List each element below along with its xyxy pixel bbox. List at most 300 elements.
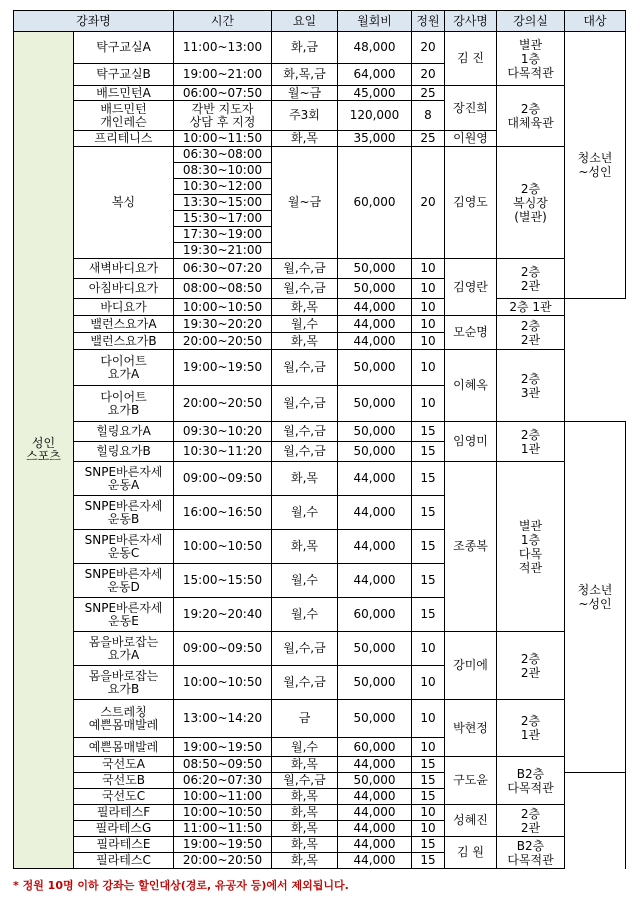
room-cell-line: 적관 bbox=[518, 560, 543, 575]
instructor-cell: 강미에 bbox=[445, 632, 497, 700]
time-cell bbox=[174, 837, 272, 853]
capacity-cell: 10 bbox=[412, 632, 445, 666]
time-cell bbox=[174, 86, 272, 101]
table-row bbox=[14, 350, 626, 386]
instructor-cell: 이원영 bbox=[445, 131, 497, 147]
time-cell-line: 10:00~11:50 bbox=[182, 131, 263, 145]
course-name-cell-line: 몸을바로잡는 bbox=[88, 668, 159, 683]
day-cell: 월,수,금 bbox=[272, 422, 338, 442]
fee-cell: 50,000 bbox=[338, 259, 412, 279]
time-cell-line: 13:30~15:00 bbox=[182, 195, 263, 209]
time-cell bbox=[174, 131, 272, 147]
course-name-cell bbox=[74, 821, 174, 837]
fee-cell: 44,000 bbox=[338, 757, 412, 773]
fee-cell: 120,000 bbox=[338, 101, 412, 131]
room-cell-line: 별관 bbox=[518, 37, 543, 52]
time-cell-line: 10:00~10:50 bbox=[182, 675, 263, 689]
time-cell-line: 10:00~10:50 bbox=[182, 805, 263, 819]
room-cell-line: 별관 bbox=[518, 518, 543, 533]
capacity-cell: 10 bbox=[412, 350, 445, 386]
time-cell-line: 09:00~09:50 bbox=[182, 471, 263, 485]
day-cell: 화,목 bbox=[272, 853, 338, 869]
capacity-cell: 10 bbox=[412, 700, 445, 738]
capacity-cell: 25 bbox=[412, 86, 445, 101]
course-name-cell bbox=[74, 147, 174, 259]
course-name-cell-line: 운동C bbox=[107, 545, 140, 560]
time-cell-line: 10:00~10:50 bbox=[182, 299, 263, 314]
course-name-cell-line: 바디요가 bbox=[100, 299, 147, 314]
course-name-cell bbox=[74, 350, 174, 386]
schedule-table-container bbox=[13, 10, 626, 869]
room-cell-line: 2층 1관 bbox=[509, 300, 552, 314]
room-cell-line: 2층 bbox=[520, 427, 541, 442]
course-name-cell-line: 프리테니스 bbox=[94, 131, 153, 145]
table-row bbox=[14, 805, 626, 821]
capacity-cell: 20 bbox=[412, 64, 445, 86]
capacity-cell: 15 bbox=[412, 853, 445, 869]
target-cell-line: 청소년 bbox=[577, 151, 613, 165]
course-name-cell-line: 운동B bbox=[107, 511, 140, 526]
time-cell-line: 20:00~20:50 bbox=[182, 333, 263, 348]
room-cell-line: 2층 bbox=[520, 371, 541, 386]
course-name-cell-line: 아침바디요가 bbox=[88, 281, 159, 295]
day-cell: 화,목 bbox=[272, 757, 338, 773]
time-cell bbox=[174, 422, 272, 442]
room-cell bbox=[497, 316, 565, 350]
table-row bbox=[14, 632, 626, 666]
day-cell: 월,수,금 bbox=[272, 350, 338, 386]
room-cell bbox=[497, 700, 565, 757]
room-cell-line: 2층 bbox=[520, 714, 541, 728]
capacity-cell: 10 bbox=[412, 316, 445, 333]
course-name-cell-line: 밸런스요가A bbox=[90, 316, 157, 331]
time-cell-line: 19:30~21:00 bbox=[182, 243, 263, 257]
instructor-cell: 이혜옥 bbox=[445, 350, 497, 422]
course-name-cell-line: 필라테스G bbox=[95, 821, 152, 835]
time-cell-line: 19:00~19:50 bbox=[182, 837, 263, 851]
instructor-cell: 김영도 bbox=[445, 147, 497, 259]
time-cell bbox=[174, 179, 272, 195]
time-cell bbox=[174, 442, 272, 462]
target-cell-line: ~성인 bbox=[578, 165, 612, 179]
time-cell bbox=[174, 147, 272, 163]
fee-cell: 50,000 bbox=[338, 422, 412, 442]
time-cell bbox=[174, 386, 272, 422]
room-cell bbox=[497, 259, 565, 299]
course-name-cell-line: SNPE바른자세 bbox=[84, 600, 163, 615]
time-cell-line: 각반 지도자 bbox=[191, 101, 254, 116]
room-cell-line: 2층 bbox=[520, 806, 541, 821]
time-cell-line: 06:30~07:20 bbox=[182, 261, 263, 275]
time-cell-line: 10:30~11:20 bbox=[182, 444, 263, 458]
day-cell: 화,목 bbox=[272, 530, 338, 564]
course-name-cell bbox=[74, 496, 174, 530]
course-name-cell bbox=[74, 442, 174, 462]
room-cell bbox=[497, 350, 565, 422]
room-cell-line: 2층 bbox=[520, 181, 541, 196]
course-name-cell bbox=[74, 564, 174, 598]
fee-cell: 44,000 bbox=[338, 805, 412, 821]
course-name-cell bbox=[74, 279, 174, 299]
table-row bbox=[14, 299, 626, 316]
course-name-cell-line: SNPE바른자세 bbox=[84, 498, 163, 513]
course-name-cell-line: 운동E bbox=[108, 613, 139, 628]
header-capacity: 정원 bbox=[412, 11, 445, 32]
room-cell-line: 1관 bbox=[520, 728, 541, 742]
time-cell-line: 20:00~20:50 bbox=[182, 853, 263, 867]
course-name-cell-line: 필라테스C bbox=[96, 853, 151, 867]
course-name-cell-line: 힐링요가A bbox=[96, 424, 151, 438]
header-target: 대상 bbox=[565, 11, 626, 32]
course-name-cell bbox=[74, 299, 174, 316]
course-name-cell bbox=[74, 32, 174, 64]
time-cell bbox=[174, 632, 272, 666]
course-name-cell bbox=[74, 738, 174, 757]
course-name-cell bbox=[74, 386, 174, 422]
room-cell bbox=[497, 86, 565, 147]
course-name-cell-line: 스트레칭 bbox=[100, 704, 147, 719]
fee-cell: 44,000 bbox=[338, 496, 412, 530]
room-cell-line: 2층 bbox=[520, 651, 541, 666]
time-cell bbox=[174, 462, 272, 496]
day-cell: 화,금 bbox=[272, 32, 338, 64]
capacity-cell: 10 bbox=[412, 386, 445, 422]
course-name-cell-line: 새벽바디요가 bbox=[88, 261, 159, 275]
header-day: 요일 bbox=[272, 11, 338, 32]
fee-cell: 44,000 bbox=[338, 462, 412, 496]
day-cell: 월,수,금 bbox=[272, 442, 338, 462]
capacity-cell: 15 bbox=[412, 598, 445, 632]
course-name-cell bbox=[74, 598, 174, 632]
course-name-cell bbox=[74, 632, 174, 666]
table-row bbox=[14, 700, 626, 738]
room-cell-line: 3관 bbox=[520, 385, 541, 400]
time-cell-line: 13:00~14:20 bbox=[182, 711, 263, 725]
room-cell bbox=[497, 462, 565, 632]
course-name-cell bbox=[74, 700, 174, 738]
fee-cell: 44,000 bbox=[338, 564, 412, 598]
time-cell bbox=[174, 243, 272, 259]
fee-cell: 44,000 bbox=[338, 853, 412, 869]
course-name-cell bbox=[74, 422, 174, 442]
course-name-cell-line: 운동D bbox=[107, 579, 140, 594]
capacity-cell: 15 bbox=[412, 530, 445, 564]
table-row bbox=[14, 422, 626, 442]
fee-cell: 50,000 bbox=[338, 279, 412, 299]
course-name-cell-line: 국선도B bbox=[101, 773, 145, 787]
time-cell bbox=[174, 821, 272, 837]
course-name-cell bbox=[74, 666, 174, 700]
time-cell bbox=[174, 666, 272, 700]
course-name-cell-line: SNPE바른자세 bbox=[84, 566, 163, 581]
header-room: 강의실 bbox=[497, 11, 565, 32]
time-cell bbox=[174, 333, 272, 350]
fee-cell: 50,000 bbox=[338, 666, 412, 700]
room-cell bbox=[497, 32, 565, 86]
course-name-cell-line: 다이어트 bbox=[100, 353, 147, 368]
capacity-cell: 15 bbox=[412, 422, 445, 442]
time-cell bbox=[174, 259, 272, 279]
time-cell-line: 11:00~11:50 bbox=[182, 821, 263, 835]
time-cell bbox=[174, 163, 272, 179]
header-instructor: 강사명 bbox=[445, 11, 497, 32]
category-cell bbox=[14, 32, 74, 869]
day-cell: 월,수,금 bbox=[272, 259, 338, 279]
course-name-cell-line: 요가A bbox=[107, 366, 140, 381]
fee-cell: 60,000 bbox=[338, 738, 412, 757]
fee-cell: 50,000 bbox=[338, 632, 412, 666]
time-cell-line: 08:50~09:50 bbox=[182, 757, 263, 771]
room-cell-line: B2층 bbox=[516, 766, 545, 781]
table-row bbox=[14, 86, 626, 101]
fee-cell: 50,000 bbox=[338, 350, 412, 386]
time-cell-line: 08:00~08:50 bbox=[182, 281, 263, 295]
header-row bbox=[14, 11, 626, 32]
capacity-cell: 8 bbox=[412, 101, 445, 131]
capacity-cell: 10 bbox=[412, 805, 445, 821]
fee-cell: 44,000 bbox=[338, 530, 412, 564]
instructor-cell: 박현정 bbox=[445, 700, 497, 757]
time-cell-line: 상담 후 지정 bbox=[189, 114, 256, 129]
course-name-cell-line: 운동A bbox=[107, 477, 140, 492]
capacity-cell: 15 bbox=[412, 789, 445, 805]
day-cell: 화,목,금 bbox=[272, 64, 338, 86]
day-cell: 화,목 bbox=[272, 821, 338, 837]
capacity-cell: 10 bbox=[412, 279, 445, 299]
course-name-cell-line: 필라테스E bbox=[96, 837, 151, 851]
target-cell bbox=[565, 422, 626, 773]
time-cell-line: 19:00~19:50 bbox=[182, 360, 263, 374]
time-cell bbox=[174, 738, 272, 757]
room-cell bbox=[497, 805, 565, 837]
time-cell bbox=[174, 496, 272, 530]
room-cell bbox=[497, 422, 565, 462]
room-cell-line: 대체육관 bbox=[507, 116, 554, 130]
fee-cell: 35,000 bbox=[338, 131, 412, 147]
fee-cell: 50,000 bbox=[338, 442, 412, 462]
time-cell-line: 09:30~10:20 bbox=[182, 424, 263, 438]
room-cell-line: 2층 bbox=[520, 264, 541, 279]
course-name-cell-line: SNPE바른자세 bbox=[84, 464, 163, 479]
course-name-cell-line: 예쁜몸매발레 bbox=[88, 739, 159, 754]
day-cell: 주3회 bbox=[272, 101, 338, 131]
course-name-cell-line: 탁구교실B bbox=[96, 67, 151, 81]
fee-cell: 44,000 bbox=[338, 821, 412, 837]
footnote: * 정원 10명 이하 강좌는 할인대상(경로, 유공자 등)에서 제외됩니다. bbox=[13, 879, 349, 892]
room-cell-line: 2관 bbox=[520, 278, 541, 293]
course-name-cell-line: SNPE바른자세 bbox=[84, 532, 163, 547]
fee-cell: 44,000 bbox=[338, 316, 412, 333]
room-cell bbox=[497, 757, 565, 805]
room-cell-line: 1층 bbox=[520, 532, 541, 547]
capacity-cell: 20 bbox=[412, 32, 445, 64]
course-name-cell bbox=[74, 773, 174, 789]
instructor-cell: 모순명 bbox=[445, 316, 497, 350]
room-cell-line: 2층 bbox=[520, 102, 541, 116]
time-cell-line: 17:30~19:00 bbox=[182, 227, 263, 241]
table-row bbox=[14, 757, 626, 773]
instructor-cell: 김 원 bbox=[445, 837, 497, 869]
fee-cell: 60,000 bbox=[338, 598, 412, 632]
time-cell bbox=[174, 757, 272, 773]
time-cell bbox=[174, 789, 272, 805]
instructor-cell: 구도윤 bbox=[445, 757, 497, 805]
day-cell: 화,목 bbox=[272, 837, 338, 853]
time-cell-line: 06:20~07:30 bbox=[182, 773, 263, 787]
time-cell-line: 10:00~10:50 bbox=[182, 539, 263, 553]
time-cell-line: 06:30~08:00 bbox=[182, 147, 263, 161]
day-cell: 금 bbox=[272, 700, 338, 738]
fee-cell: 45,000 bbox=[338, 86, 412, 101]
course-name-cell-line: 몸을바로잡는 bbox=[88, 634, 159, 649]
instructor-cell: 김 진 bbox=[445, 32, 497, 86]
time-cell-line: 15:30~17:00 bbox=[182, 211, 263, 225]
course-name-cell bbox=[74, 64, 174, 86]
table-row bbox=[14, 147, 626, 163]
capacity-cell: 25 bbox=[412, 131, 445, 147]
course-name-cell bbox=[74, 853, 174, 869]
fee-cell: 60,000 bbox=[338, 147, 412, 259]
time-cell-line: 19:30~20:20 bbox=[182, 316, 263, 331]
room-cell bbox=[497, 837, 565, 869]
time-cell bbox=[174, 101, 272, 131]
room-cell-line: 다목 bbox=[518, 546, 543, 561]
course-name-cell bbox=[74, 316, 174, 333]
fee-cell: 50,000 bbox=[338, 773, 412, 789]
time-cell bbox=[174, 700, 272, 738]
course-name-cell-line: 개인레슨 bbox=[100, 114, 147, 129]
time-cell-line: 19:00~19:50 bbox=[182, 739, 263, 754]
course-name-cell bbox=[74, 131, 174, 147]
day-cell: 월,수 bbox=[272, 564, 338, 598]
fee-cell: 44,000 bbox=[338, 333, 412, 350]
time-cell bbox=[174, 32, 272, 64]
course-name-cell-line: 배드민턴A bbox=[96, 85, 151, 100]
fee-cell: 44,000 bbox=[338, 789, 412, 805]
instructor-cell: 성혜진 bbox=[445, 805, 497, 837]
time-cell-line: 19:20~20:40 bbox=[182, 607, 263, 621]
room-cell-line: 2관 bbox=[520, 665, 541, 680]
day-cell: 월,수,금 bbox=[272, 773, 338, 789]
fee-cell: 50,000 bbox=[338, 700, 412, 738]
room-cell-line: B2층 bbox=[516, 838, 545, 853]
course-name-cell bbox=[74, 530, 174, 564]
target-cell-line: 청소년 bbox=[577, 583, 613, 597]
fee-cell: 44,000 bbox=[338, 837, 412, 853]
course-name-cell-line: 국선도A bbox=[102, 757, 145, 771]
time-cell bbox=[174, 227, 272, 243]
header-course-name: 강좌명 bbox=[14, 11, 174, 32]
time-cell bbox=[174, 316, 272, 333]
day-cell: 화,목 bbox=[272, 299, 338, 316]
room-cell-line: 다목적관 bbox=[507, 780, 554, 795]
time-cell-line: 06:00~07:50 bbox=[182, 85, 263, 100]
room-cell-line: 1층 bbox=[520, 51, 541, 66]
course-name-cell-line: 힐링요가B bbox=[96, 444, 151, 458]
day-cell: 화,목 bbox=[272, 805, 338, 821]
capacity-cell: 15 bbox=[412, 837, 445, 853]
table-row bbox=[14, 259, 626, 279]
capacity-cell: 15 bbox=[412, 773, 445, 789]
day-cell: 월~금 bbox=[272, 86, 338, 101]
course-name-cell bbox=[74, 86, 174, 101]
fee-cell: 44,000 bbox=[338, 299, 412, 316]
capacity-cell: 20 bbox=[412, 147, 445, 259]
time-cell bbox=[174, 530, 272, 564]
course-name-cell-line: 밸런스요가B bbox=[90, 333, 157, 348]
course-name-cell-line: 탁구교실A bbox=[96, 40, 151, 54]
time-cell-line: 15:00~15:50 bbox=[182, 573, 263, 587]
time-cell-line: 10:00~11:00 bbox=[182, 789, 263, 803]
course-name-cell-line: 요가B bbox=[107, 402, 140, 417]
capacity-cell: 10 bbox=[412, 299, 445, 316]
time-cell bbox=[174, 853, 272, 869]
room-cell-line: 복싱장 bbox=[513, 195, 548, 210]
fee-cell: 64,000 bbox=[338, 64, 412, 86]
day-cell: 월,수 bbox=[272, 598, 338, 632]
day-cell: 월,수 bbox=[272, 496, 338, 530]
capacity-cell: 15 bbox=[412, 496, 445, 530]
day-cell: 화,목 bbox=[272, 131, 338, 147]
day-cell: 월~금 bbox=[272, 147, 338, 259]
room-cell-line: 2관 bbox=[520, 820, 541, 835]
time-cell-line: 16:00~16:50 bbox=[182, 505, 263, 519]
room-cell-line: 1관 bbox=[520, 441, 541, 456]
day-cell: 월,수,금 bbox=[272, 632, 338, 666]
header-time: 시간 bbox=[174, 11, 272, 32]
fee-cell: 48,000 bbox=[338, 32, 412, 64]
time-cell-line: 19:00~21:00 bbox=[182, 67, 263, 81]
instructor-cell: 임영미 bbox=[445, 422, 497, 462]
course-name-cell bbox=[74, 462, 174, 496]
capacity-cell: 15 bbox=[412, 462, 445, 496]
day-cell: 월,수 bbox=[272, 738, 338, 757]
capacity-cell: 15 bbox=[412, 564, 445, 598]
day-cell: 월,수,금 bbox=[272, 279, 338, 299]
course-name-cell-line: 국선도C bbox=[101, 789, 146, 803]
time-cell-line: 10:30~12:00 bbox=[182, 179, 263, 193]
capacity-cell: 10 bbox=[412, 333, 445, 350]
time-cell-line: 08:30~10:00 bbox=[182, 163, 263, 177]
time-cell bbox=[174, 64, 272, 86]
course-name-cell bbox=[74, 837, 174, 853]
room-cell bbox=[497, 147, 565, 259]
header-fee: 월회비 bbox=[338, 11, 412, 32]
schedule-table bbox=[13, 10, 626, 869]
room-cell-line: 2층 bbox=[520, 318, 541, 333]
category-line: 스포츠 bbox=[26, 449, 61, 463]
room-cell-line: 다목적관 bbox=[507, 852, 554, 867]
day-cell: 화,목 bbox=[272, 333, 338, 350]
capacity-cell: 10 bbox=[412, 738, 445, 757]
time-cell bbox=[174, 211, 272, 227]
time-cell bbox=[174, 805, 272, 821]
table-row bbox=[14, 462, 626, 496]
category-line: 성인 bbox=[31, 436, 56, 450]
time-cell bbox=[174, 773, 272, 789]
target-cell-line: ~성인 bbox=[578, 597, 612, 611]
course-name-cell bbox=[74, 805, 174, 821]
time-cell bbox=[174, 279, 272, 299]
course-name-cell-line: 복싱 bbox=[111, 195, 136, 209]
day-cell: 월,수,금 bbox=[272, 666, 338, 700]
course-name-cell-line: 예쁜몸매발레 bbox=[88, 717, 159, 732]
capacity-cell: 10 bbox=[412, 821, 445, 837]
course-name-cell bbox=[74, 789, 174, 805]
capacity-cell: 10 bbox=[412, 666, 445, 700]
course-name-cell-line: 다이어트 bbox=[100, 389, 147, 404]
table-row bbox=[14, 837, 626, 853]
